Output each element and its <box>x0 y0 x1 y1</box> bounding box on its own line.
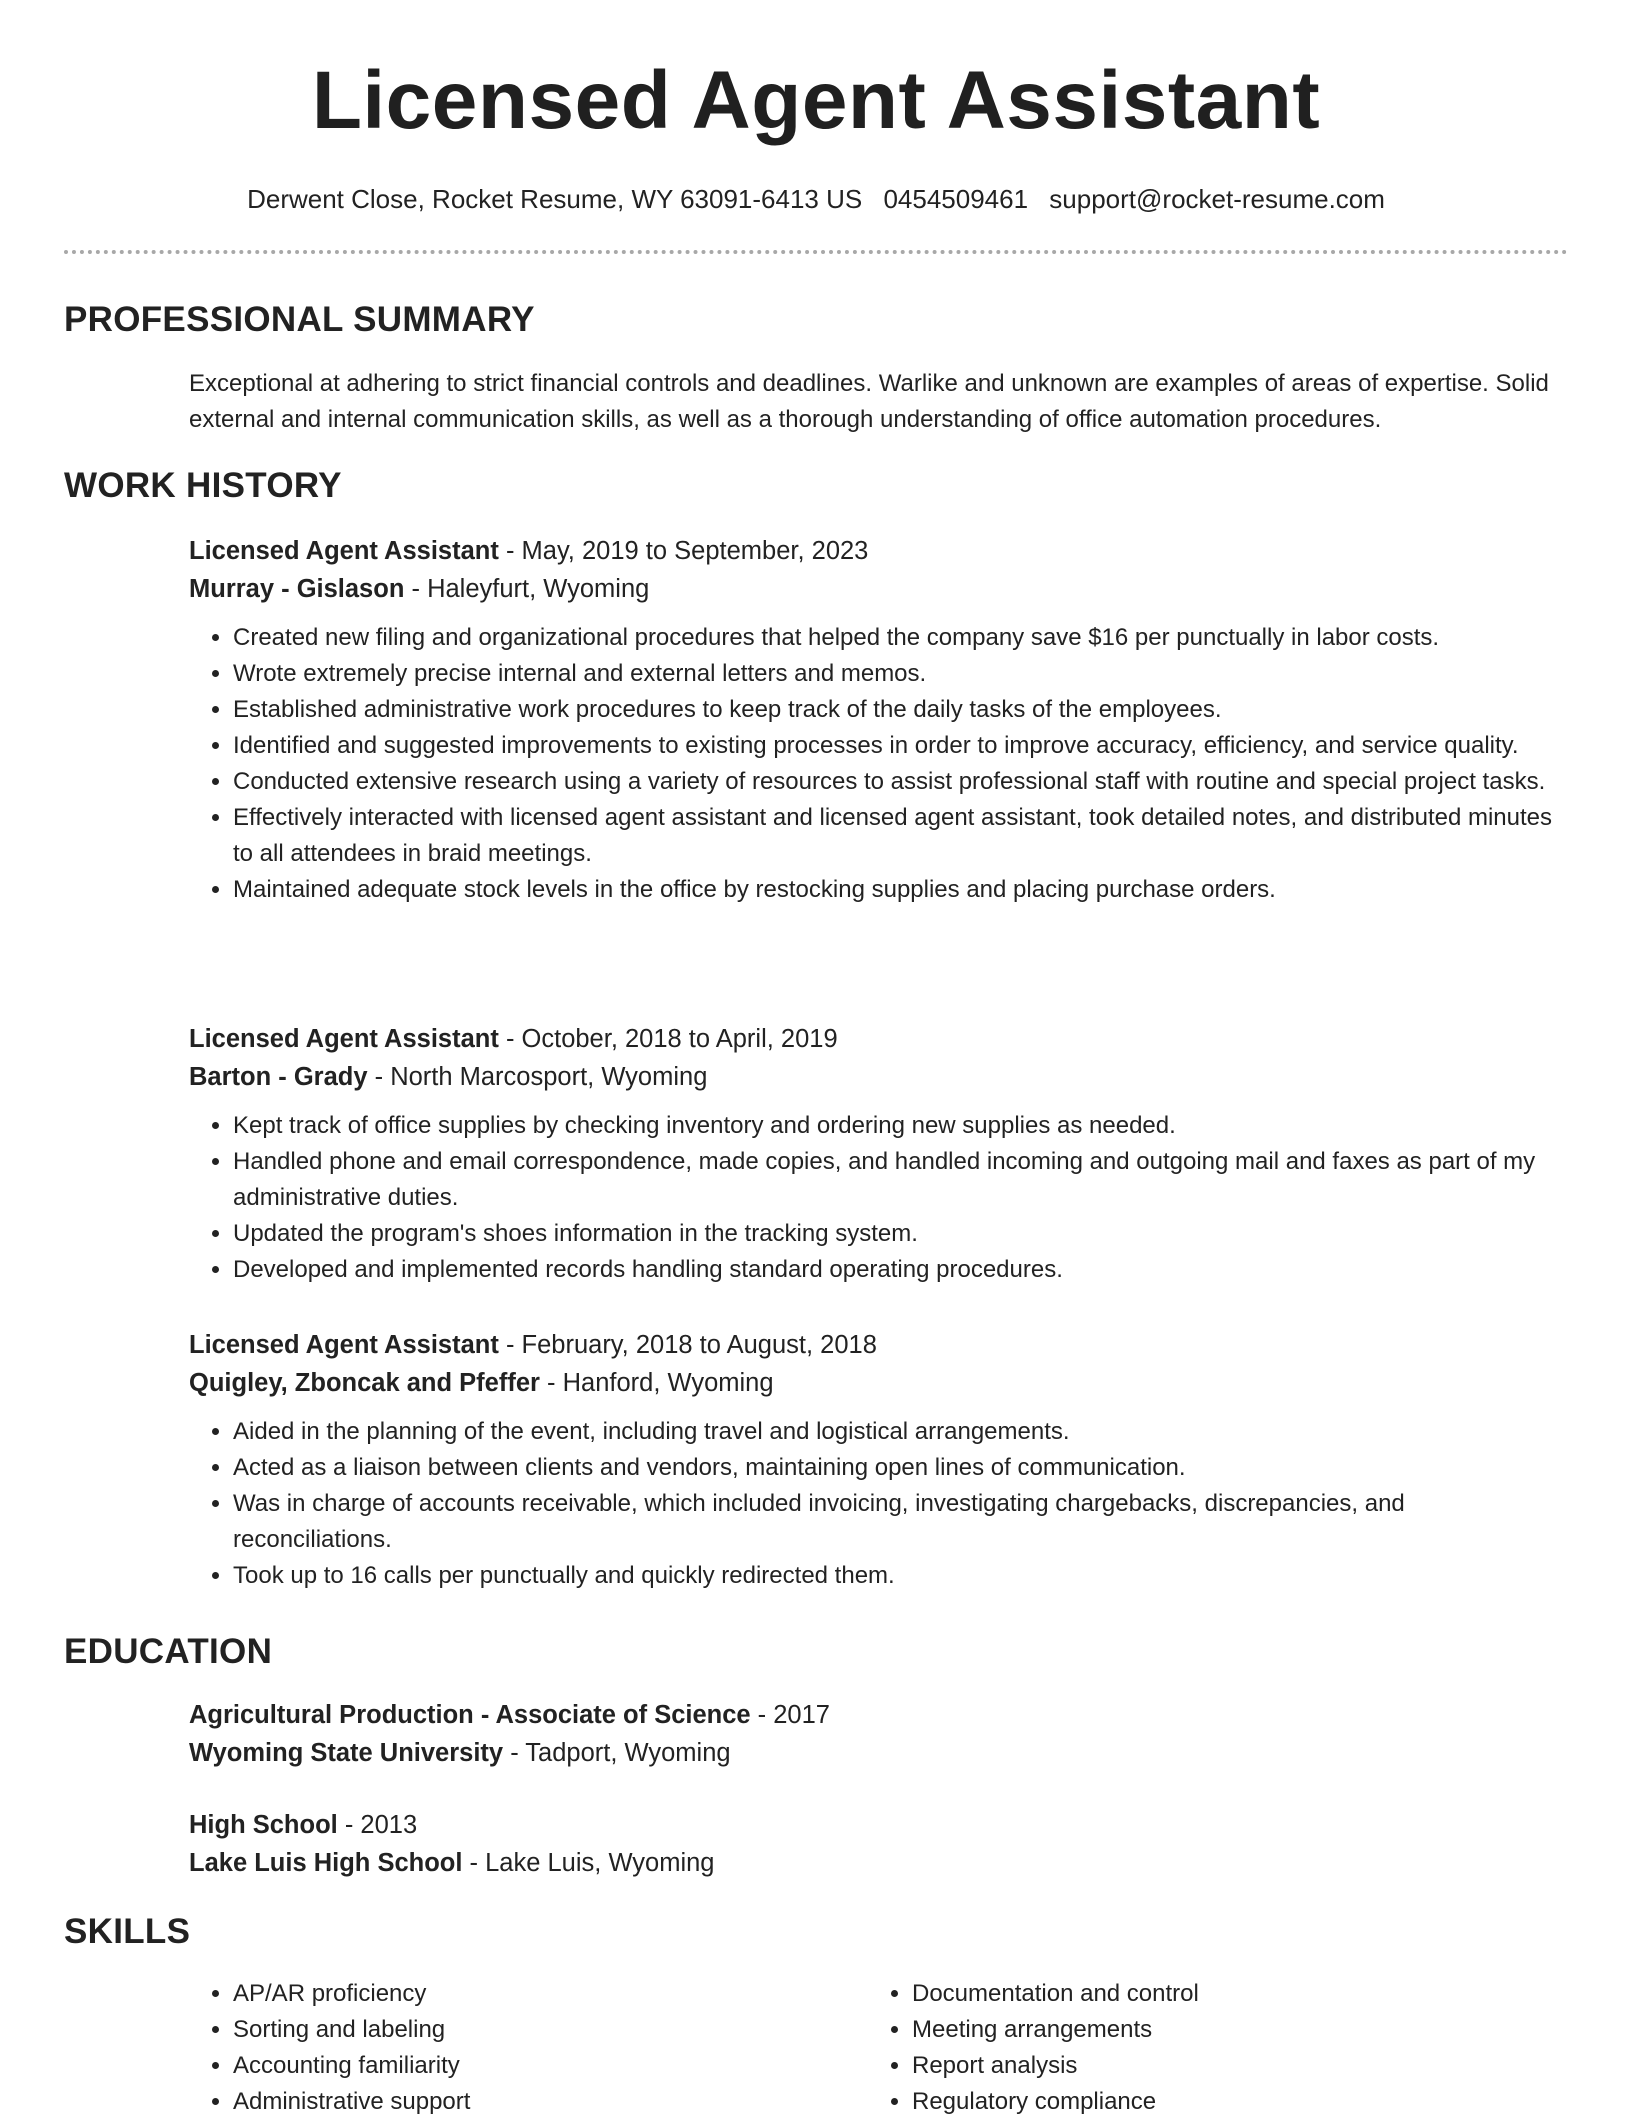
skill-item: • Accounting familiarity <box>233 2048 829 2084</box>
job-duty: • Acted as a liaison between clients and vendors, maintaining open lines of communication. <box>233 1450 1569 1486</box>
job-duty: • Conducted extensive research using a variety of resources to assist professional staff with routine and special project tasks. <box>233 764 1569 800</box>
resume-name: Licensed Agent Assistant <box>311 55 1321 146</box>
job-title: Licensed Agent Assistant <box>189 1025 499 1053</box>
contact-email: support@rocket-resume.com <box>1049 184 1385 214</box>
job-entry <box>189 532 1569 908</box>
school-name: Wyoming State University <box>189 1739 504 1767</box>
degree-name: Agricultural Production - Associate of Science <box>189 1701 751 1729</box>
skills-column-right <box>868 1976 1508 2120</box>
skills-list <box>868 1976 1508 2120</box>
skill-item: • Regulatory compliance <box>912 2084 1508 2120</box>
summary-heading: PROFESSIONAL SUMMARY <box>64 300 535 339</box>
degree-line <box>189 1696 1569 1734</box>
skill-item: • Documentation and control <box>912 1976 1508 2012</box>
skill-item: • Sorting and labeling <box>233 2012 829 2048</box>
job-title-line <box>189 532 1569 570</box>
job-company: Murray - Gislason <box>189 575 405 603</box>
job-duty: • Was in charge of accounts receivable, which included invoicing, investigating chargebacks, discrepancies, and reconciliations. <box>233 1486 1569 1558</box>
job-duty: • Effectively interacted with licensed agent assistant and licensed agent assistant, took detailed notes, and distributed minutes to all attendees in braid meetings. <box>233 800 1569 872</box>
job-company-line <box>189 1364 1569 1402</box>
school-line <box>189 1844 1569 1882</box>
job-title: Licensed Agent Assistant <box>189 1331 499 1359</box>
school-name: Lake Luis High School <box>189 1849 463 1877</box>
job-duty: • Maintained adequate stock levels in the office by restocking supplies and placing purchase orders. <box>233 872 1569 908</box>
job-company-line <box>189 1058 1569 1096</box>
skills-column-left <box>189 1976 829 2120</box>
job-title-line <box>189 1326 1569 1364</box>
contact-phone: 0454509461 <box>883 184 1029 214</box>
job-company: Barton - Grady <box>189 1063 368 1091</box>
job-dates: - October, 2018 to April, 2019 <box>498 1025 838 1053</box>
skill-item: • Report analysis <box>912 2048 1508 2084</box>
degree-year: - 2017 <box>750 1701 830 1729</box>
job-duty: • Updated the program's shoes information in the tracking system. <box>233 1216 1569 1252</box>
job-title-line <box>189 1020 1569 1058</box>
school-location: - Lake Luis, Wyoming <box>462 1849 715 1877</box>
job-dates: - February, 2018 to August, 2018 <box>498 1331 877 1359</box>
school-location: - Tadport, Wyoming <box>503 1739 731 1767</box>
job-duty: • Wrote extremely precise internal and external letters and memos. <box>233 656 1569 692</box>
degree-year: - 2013 <box>337 1811 418 1839</box>
job-duty: • Handled phone and email correspondence, made copies, and handled incoming and outgoing mail and faxes as part of my administrative duties. <box>233 1144 1569 1216</box>
skills-list <box>189 1976 829 2120</box>
job-duties-list <box>189 1108 1569 1288</box>
school-line <box>189 1734 1569 1772</box>
contact-address: Derwent Close, Rocket Resume, WY 63091-6413 US <box>247 184 863 214</box>
job-duties-list <box>189 620 1569 908</box>
job-company-line <box>189 570 1569 608</box>
job-company: Quigley, Zboncak and Pfeffer <box>189 1369 540 1397</box>
job-duty: • Developed and implemented records handling standard operating procedures. <box>233 1252 1569 1288</box>
education-heading: EDUCATION <box>64 1632 273 1671</box>
education-entry <box>189 1806 1569 1882</box>
degree-line <box>189 1806 1569 1844</box>
contact-line <box>0 182 1632 216</box>
header-divider <box>64 250 1568 254</box>
job-duties-list <box>189 1414 1569 1594</box>
work-history-heading: WORK HISTORY <box>64 466 342 505</box>
skill-item: • AP/AR proficiency <box>233 1976 829 2012</box>
job-duty: • Established administrative work procedures to keep track of the daily tasks of the employees. <box>233 692 1569 728</box>
job-title: Licensed Agent Assistant <box>189 537 499 565</box>
skill-item: • Administrative support <box>233 2084 829 2120</box>
skills-heading: SKILLS <box>64 1912 191 1951</box>
job-location: - Haleyfurt, Wyoming <box>404 575 650 603</box>
summary-text: Exceptional at adhering to strict financial controls and deadlines. Warlike and unknown are examples of areas of expertise. Solid external and internal communication skills, as well as a thorough understanding of office automation procedures. <box>189 370 1549 433</box>
job-duty: • Aided in the planning of the event, including travel and logistical arrangements. <box>233 1414 1569 1450</box>
job-duty: • Took up to 16 calls per punctually and quickly redirected them. <box>233 1558 1569 1594</box>
job-duty: • Kept track of office supplies by checking inventory and ordering new supplies as needed. <box>233 1108 1569 1144</box>
job-entry <box>189 1020 1569 1288</box>
education-entry <box>189 1696 1569 1772</box>
job-dates: - May, 2019 to September, 2023 <box>498 537 869 565</box>
job-duty: • Created new filing and organizational procedures that helped the company save $16 per punctually in labor costs. <box>233 620 1569 656</box>
job-duty: • Identified and suggested improvements to existing processes in order to improve accuracy, efficiency, and service quality. <box>233 728 1569 764</box>
job-location: - North Marcosport, Wyoming <box>367 1063 708 1091</box>
degree-name: High School <box>189 1811 338 1839</box>
skill-item: • Meeting arrangements <box>912 2012 1508 2048</box>
job-entry <box>189 1326 1569 1594</box>
job-location: - Hanford, Wyoming <box>539 1369 774 1397</box>
